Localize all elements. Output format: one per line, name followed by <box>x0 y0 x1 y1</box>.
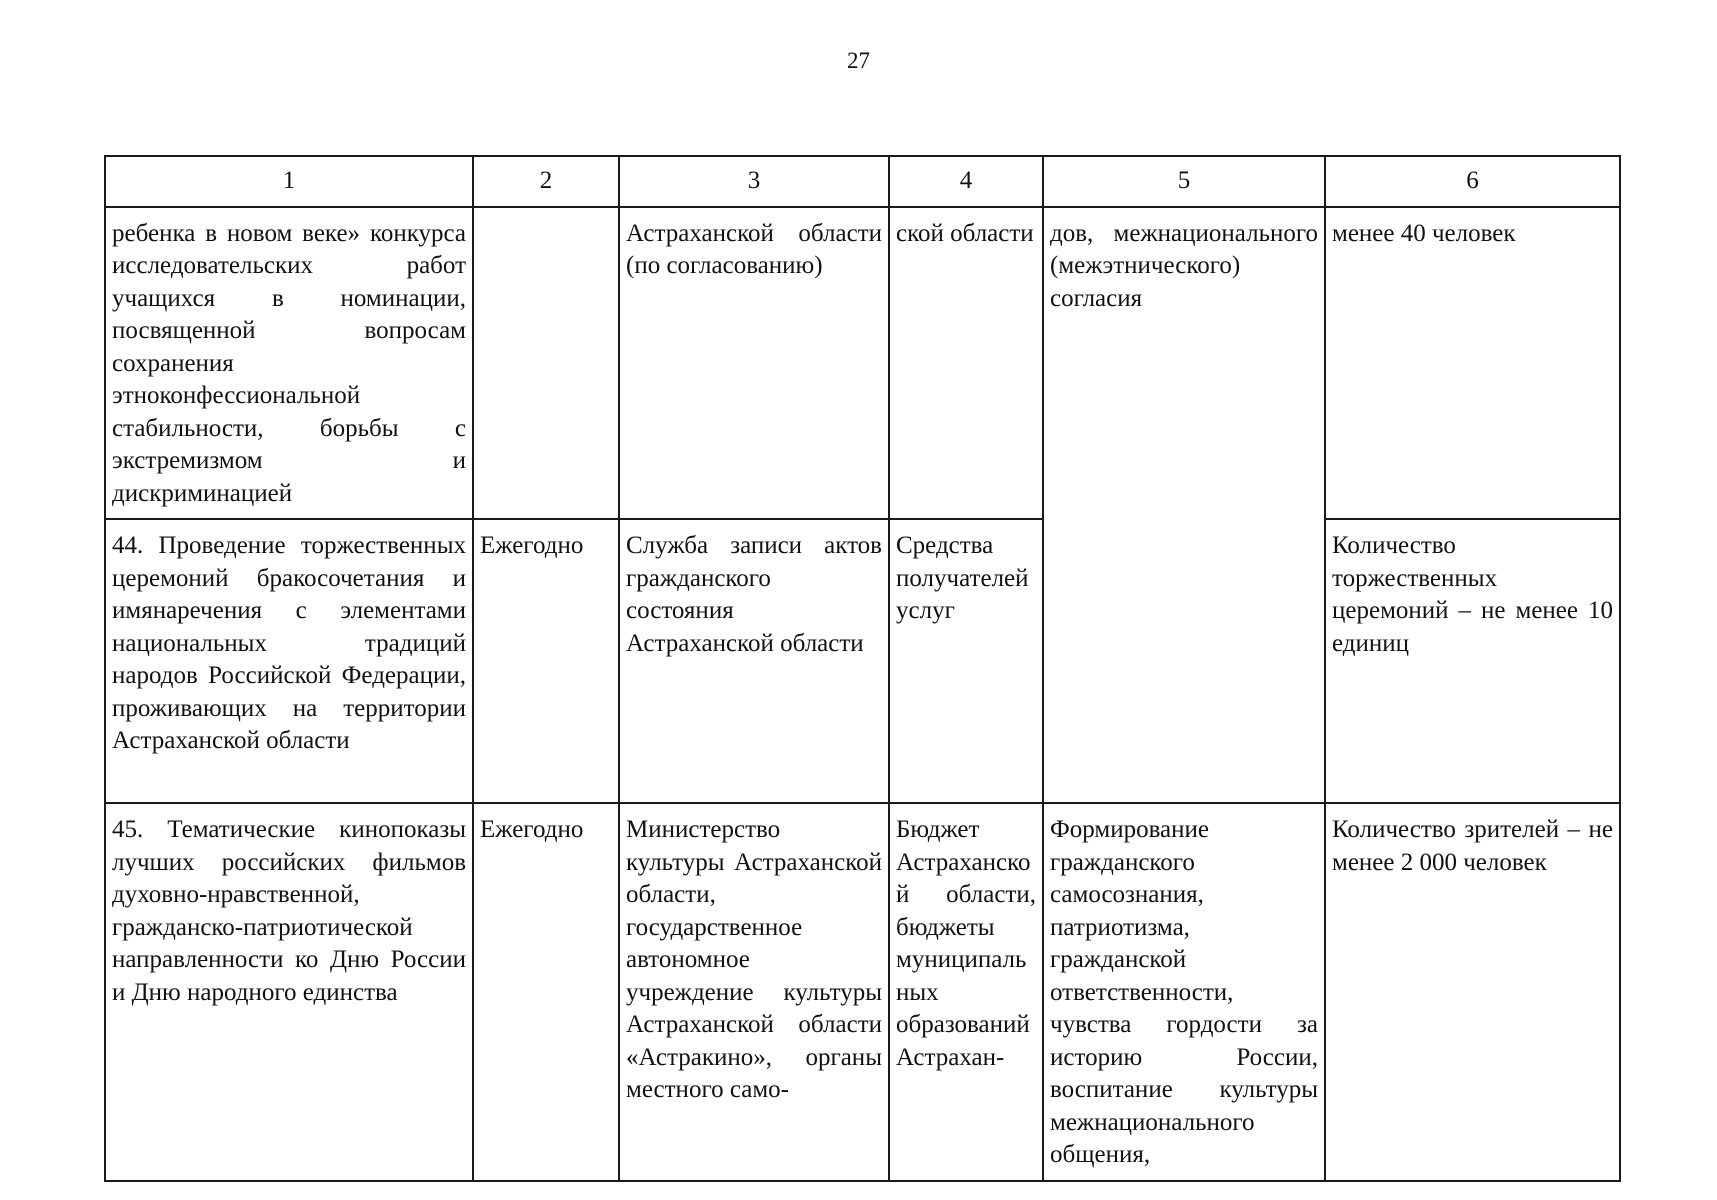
table-header-row <box>105 156 1620 207</box>
funding-cell: Средства получателей услуг <box>889 519 1043 803</box>
table-row <box>105 207 1620 520</box>
indicator-cell: менее 40 человек <box>1325 207 1620 520</box>
column-header-4: 4 <box>889 156 1043 207</box>
period-cell: Ежегодно <box>473 803 619 1181</box>
column-header-5: 5 <box>1043 156 1325 207</box>
measure-cell: ребенка в новом веке» конкурса исследовательских работ учащихся в номинации, посвященной вопросам сохранения этноконфессиональной стабильности, борьбы с экстремизмом и дискриминацией <box>105 207 473 520</box>
indicator-cell: Количество зрителей – не менее 2 000 человек <box>1325 803 1620 1181</box>
column-header-6: 6 <box>1325 156 1620 207</box>
result-cell: Формирование гражданского самосознания, патриотизма, гражданской ответственности, чувства гордости за историю России, воспитание культуры межнационального общения, <box>1043 803 1325 1181</box>
period-cell: Ежегодно <box>473 519 619 803</box>
period-cell <box>473 207 619 520</box>
indicator-cell: Количество торжественных церемоний – не менее 10 единиц <box>1325 519 1620 803</box>
page-number: 27 <box>847 48 870 73</box>
program-table <box>104 155 1621 1182</box>
column-header-3: 3 <box>619 156 889 207</box>
executor-cell: Служба записи актов гражданского состояния Астраханской области <box>619 519 889 803</box>
executor-cell: Министерство культуры Астраханской области, государственное автономное учреждение культуры Астраханской области «Астракино», органы местного само- <box>619 803 889 1181</box>
executor-cell: Астраханской области (по согласованию) <box>619 207 889 520</box>
funding-cell: Бюджет Астраханской области, бюджеты муниципальных образований Астрахан- <box>889 803 1043 1181</box>
table-row <box>105 803 1620 1181</box>
result-cell: дов, межнационального (межэтнического) согласия <box>1043 207 1325 804</box>
column-header-1: 1 <box>105 156 473 207</box>
column-header-2: 2 <box>473 156 619 207</box>
table-row <box>105 519 1620 803</box>
measure-cell: 44. Проведение торжественных церемоний бракосочетания и имянаречения с элементами национальных традиций народов Российской Федерации, проживающих на территории Астраханской области <box>105 519 473 803</box>
measure-cell: 45. Тематические кинопоказы лучших российских фильмов духовно-нравственной, гражданско-патриотической направленности ко Дню России и Дню народного единства <box>105 803 473 1181</box>
funding-cell: ской области <box>889 207 1043 520</box>
